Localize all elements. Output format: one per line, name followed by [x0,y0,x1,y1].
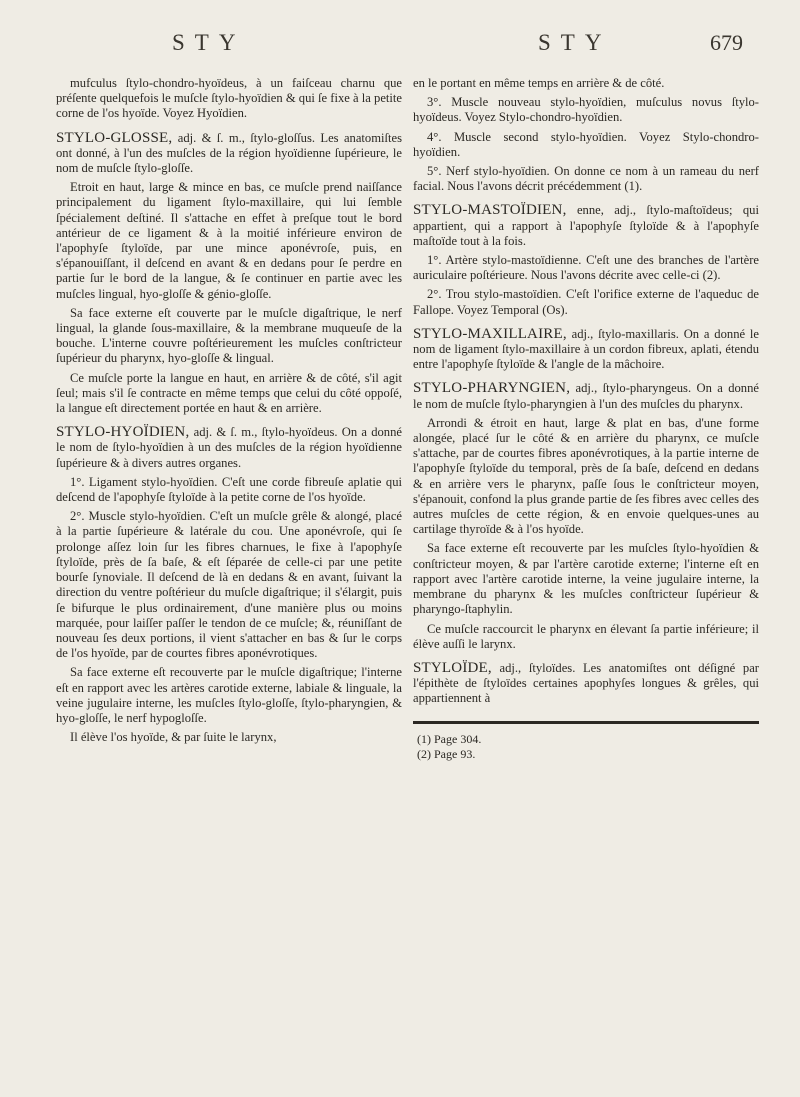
dictionary-entry [56,131,402,177]
footnote-2: (2) Page 93. [417,746,476,761]
paragraph: Sa face externe eſt recouverte par les muſcles ſtylo-hyoïdien & conſtricteur moyen, & par l'artère carotide externe; l'interne eſt en rapport avec l'artère carotide interne, la veine jugulaire interne, la membrane du pharynx & les muſcles conſtricteur ſupérieur & pharyngo-ſtaphylin. [413,541,759,617]
paragraph: Sa face externe eſt couverte par le muſcle digaſtrique, le nerf lingual, la glande ſous-maxillaire, & la membrane muqueuſe de la bouche. L'interne couvre poſtérieurement les muſcles conſtricteur ſupérieur du pharynx, hyo-gloſſe & lingual. [56,305,402,366]
left-column [56,76,402,749]
footnotes [413,721,759,762]
entry-headword: STYLO-MAXILLAIRE, [413,325,567,342]
paragraph: mufculus ſtylo-chondro-hyoïdeus, à un faiſceau charnu que préſente quelquefois le muſcle ſtylo-hyoïdien & qui ſe fixe à la petite corne de l'os hyoïde. Voyez Hyoïdien. [56,76,402,121]
running-head-right: STY [538,30,612,55]
paragraph: Il élève l'os hyoïde, & par ſuite le larynx, [70,730,277,745]
paragraph: 4°. Muscle second stylo-hyoïdien. Voyez Stylo-chondro-hyoïdien. [413,129,759,159]
page-number: 679 [710,30,743,55]
entry-headword: STYLO-PHARYNGIEN, [413,380,571,397]
footnote-1: (1) Page 304. [417,731,482,746]
paragraph: Arrondi & étroit en haut, large & plat en bas, d'une forme alongée, placé ſur le côté & en arrière du pharynx, ce muſcle s'attache, par de courtes fibres aponévrotiques, à la partie interne de l'apophyſe ſtyloïde du temporal, près de ſa baſe, deſcend en dedans & en arrière vers le pharynx, paſſe ſous le conſtricteur moyen, s'épanouit, confond la plus grande partie de ſes fibres avec celles des autres muſcles de cette région, & en envoie quelques-unes au cartilage thyroïde & à l'os hyoïde. [413,415,759,537]
dictionary-entry [413,203,759,249]
paragraph: 1°. Ligament stylo-hyoïdien. C'eſt une corde fibreuſe aplatie qui deſcend de l'apophyſe ſtyloïde à la petite corne de l'os hyoïde. [56,474,402,505]
running-head-left: STY [172,30,246,55]
entry-headword: STYLO-GLOSSE, [56,129,173,146]
dictionary-entry [413,381,759,411]
entry-headword: STYLO-HYOÏDIEN, [56,424,190,441]
dictionary-entry [413,661,759,707]
paragraph: Ce muſcle porte la langue en haut, en arrière & de côté, s'il agit ſeul; mais s'il ſe contracte en même temps que celui du côté oppoſé, la langue eſt directement portée en haut & en arrière. [56,370,402,416]
dictionary-entry [413,327,759,373]
paragraph: 3°. Muscle nouveau stylo-hyoïdien, muſculus novus ſtylo-hyoïdeus. Voyez Stylo-chondro-hyoïdien. [413,95,759,125]
paragraph: en le portant en même temps en arrière & de côté. [413,76,665,90]
entry-headword: STYLOÏDE, [413,659,492,676]
entry-headword: STYLO-MASTOÏDIEN, [413,202,567,219]
paragraph: 2°. Muscle stylo-hyoïdien. C'eſt un muſcle grêle & alongé, placé à la partie ſupérieure & latérale du cou. Une aponévroſe, qui ſe prolonge aſſez loin ſur les fibres charnues, le fixe à l'apophyſe ſtyloïde, près de ſa baſe, & eſt ſéparée de celle-ci par une petite bourſe ſynoviale. Il deſcend de là en dedans & en avant, ſuivant la direction du ventre poſtérieur du muſcle digaſtrique; il s'élargit, puis ſe bifurque le plus ordinairement, d'une manière plus ou moins marquée, pour laiſſer paſſer le tendon de ce muſcle; &, réuniſſant de nouveau ſes deux portions, il vient s'attacher en bas & ſur le corps de l'os hyoïde, par de courtes fibres aponévrotiques. [56,509,402,661]
paragraph: Etroit en haut, large & mince en bas, ce muſcle prend naiſſance principalement du ligament ſtylo-maxillaire, qui lui ſemble ſpécialement deſtiné. Il s'attache en effet à preſque tout le bord antérieur de ce ligament & à la moitié inférieure environ de l'apophyſe ſtyloïde, par une mince aponévroſe, puis, en s'épanouiſſant, il deſcend en avant & en dedans pour ſe perdre en partie ſur le bord de la langue, & ſe continuer en partie avec les muſcles lingual, hyo-gloſſe & génio-gloſſe. [56,180,402,301]
entry-text: adj. & ſ. m., ſtylo-hyoïdeus. On a donné le nom de ſtylo-hyoïdien à un des muſcles de la région hyoïdienne ſupérieure & à divers autres organes. [56,425,402,470]
paragraph: 5°. Nerf stylo-hyoïdien. On donne ce nom à un rameau du nerf facial. Nous l'avons décrit précédemment (1). [413,164,759,194]
entry-text: adj., ſtylo-pharyngeus. On a donné le nom de muſcle ſtylo-pharyngien à l'un des muſcles du pharynx. [413,381,759,411]
entry-text: adj., ſtylo-maxillaris. On a donné le nom de ligament ſtylo-maxillaire à un cordon fibreux, aplati, étendu entre l'apophyſe ſtyloïde & l'angle de la mâchoire. [413,326,759,372]
paragraph: 2°. Trou stylo-mastoïdien. C'eſt l'orifice externe de l'aqueduc de Fallope. Voyez Temporal (Os). [413,287,759,317]
entry-text: adj., ſtyloïdes. Les anatomiſtes ont déſigné par l'épithète de ſtyloïdes certaines apophyſes longues & grêles, qui appartiennent à [413,660,759,706]
dictionary-entry [56,425,402,471]
right-column [413,76,759,762]
paragraph: Sa face externe eſt recouverte par le muſcle digaſtrique; l'interne eſt en rapport avec les artères carotide externe, labiale & linguale, la veine jugulaire interne, les muſcles ſtylo-gloſſe, ſtylo-pharyngien, & hyo-gloſſe, le nerf hypogloſſe. [56,665,402,725]
paragraph: Ce muſcle raccourcit le pharynx en élevant ſa partie inférieure; il élève auſſi le larynx. [413,621,759,651]
entry-text: enne, adj., ſtylo-maſtoïdeus; qui appartient, qui a rapport à l'apophyſe ſtyloïde & à l'apophyſe maſtoïde tout à la fois. [413,203,759,248]
entry-text: adj. & ſ. m., ſtylo-gloſſus. Les anatomiſtes ont donné, à l'un des muſcles de la région hyoïdienne ſupérieure, le nom de muſcle ſtylo-gloſſe. [56,130,402,176]
paragraph: 1°. Artère stylo-mastoïdienne. C'eſt une des branches de l'artère auriculaire poſtérieure. Nous l'avons décrite avec celle-ci (2). [413,253,759,283]
